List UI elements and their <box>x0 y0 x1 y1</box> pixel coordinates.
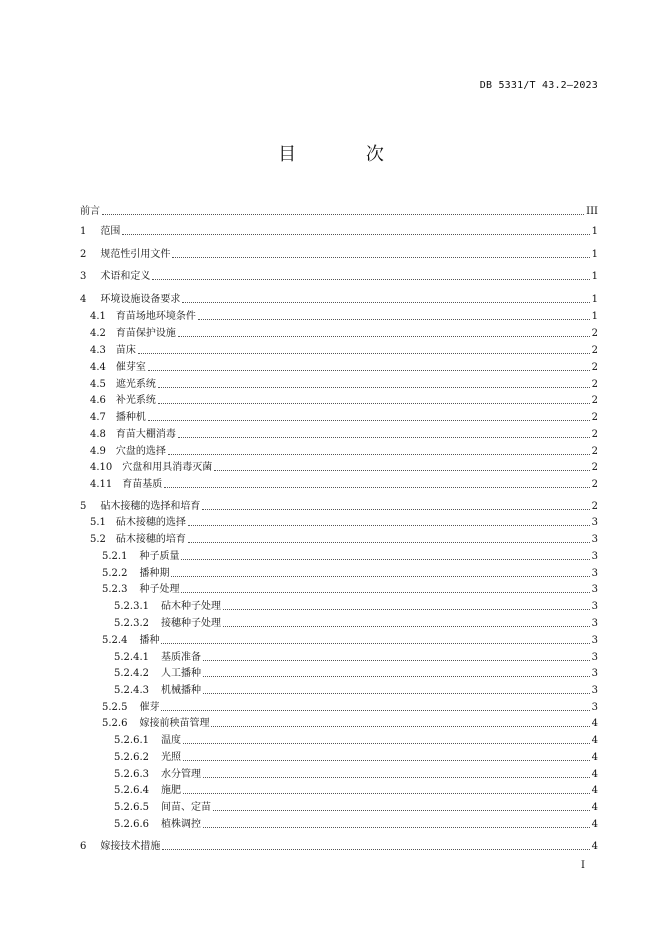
dot-leader <box>152 279 589 280</box>
toc-entry-page: 2 <box>591 362 598 373</box>
dot-leader <box>148 420 590 421</box>
dot-leader <box>203 827 590 828</box>
toc-entry[interactable] <box>80 391 598 407</box>
toc-entry-label: 种子质量 <box>139 551 180 562</box>
toc-entry[interactable] <box>80 765 598 781</box>
toc-entry-page: 3 <box>591 584 598 595</box>
toc-entry-number: 5.2.6.3 <box>114 769 149 780</box>
toc-entry-label: 催芽 <box>139 702 160 713</box>
toc-entry-number: 4.7 <box>90 412 106 423</box>
dot-leader <box>202 509 589 510</box>
toc-entry[interactable] <box>80 580 598 596</box>
toc-entry-number: 4.1 <box>90 311 106 322</box>
toc-entry-page: 2 <box>591 429 598 440</box>
toc-entry[interactable] <box>80 597 598 613</box>
toc-entry-number: 5.2.6.6 <box>114 819 149 830</box>
toc-entry-label: 补光系统 <box>115 395 156 406</box>
toc-entry-label: 环境设施设备要求 <box>100 294 181 305</box>
toc-entry-number: 5.2.4.2 <box>114 668 149 679</box>
toc-entry[interactable] <box>80 358 598 374</box>
dot-leader <box>161 643 589 644</box>
toc-entry-label: 植株调控 <box>161 819 201 830</box>
toc-entry[interactable] <box>80 547 598 563</box>
toc-entry[interactable] <box>80 202 598 218</box>
dot-leader <box>203 777 590 778</box>
toc-entry-page: III <box>586 206 598 217</box>
dot-leader <box>198 319 590 320</box>
toc-entry-label: 育苗基质 <box>122 479 163 490</box>
toc-entry-label: 前言 <box>80 206 100 217</box>
toc-entry-label: 种子处理 <box>139 584 180 595</box>
dot-leader <box>211 726 589 727</box>
toc-entry[interactable] <box>80 681 598 697</box>
toc-entry-label: 温度 <box>161 735 181 746</box>
toc-entry-number: 5.2.6 <box>102 718 128 729</box>
page-number: I <box>581 860 585 871</box>
toc-entry-label: 育苗保护设施 <box>115 328 176 339</box>
toc-entry-number: 5.2.6.1 <box>114 735 149 746</box>
toc-entry[interactable] <box>80 513 598 529</box>
toc-entry[interactable] <box>80 307 598 323</box>
toc-entry[interactable] <box>80 648 598 664</box>
toc-entry-page: 3 <box>591 635 598 646</box>
toc-entry-page: 3 <box>591 551 598 562</box>
toc-entry-page: 3 <box>591 652 598 663</box>
toc-entry-number: 5.2.4.1 <box>114 652 149 663</box>
page-title: 目 次 <box>278 144 416 165</box>
toc-entry-page: 3 <box>591 517 598 528</box>
dot-leader <box>203 676 590 677</box>
toc-entry[interactable] <box>80 614 598 630</box>
toc-entry-number: 4.2 <box>90 328 106 339</box>
toc-entry-page: 4 <box>591 841 598 852</box>
toc-entry-label: 人工播种 <box>161 668 201 679</box>
dot-leader <box>162 849 589 850</box>
dot-leader <box>158 387 590 388</box>
toc-entry[interactable] <box>80 425 598 441</box>
toc-entry[interactable] <box>80 798 598 814</box>
toc-entry-number: 5.2.6.4 <box>114 785 149 796</box>
dot-leader <box>122 234 589 235</box>
toc-entry[interactable] <box>80 564 598 580</box>
toc-entry-label: 间苗、定苗 <box>161 802 211 813</box>
toc-entry-number: 5.2.2 <box>102 568 128 579</box>
dot-leader <box>223 626 590 627</box>
toc-entry[interactable] <box>80 530 598 546</box>
dot-leader <box>223 609 590 610</box>
toc-entry-label: 遮光系统 <box>115 379 156 390</box>
dot-leader <box>213 810 590 811</box>
toc-entry-page: 4 <box>591 735 598 746</box>
toc-entry-page: 4 <box>591 752 598 763</box>
dot-leader <box>188 525 590 526</box>
toc-entry-label: 施肥 <box>161 785 181 796</box>
document-code: DB 5331/T 43.2—2023 <box>479 80 598 91</box>
toc-entry-page: 2 <box>591 479 598 490</box>
toc-entry-number: 5.2.1 <box>102 551 128 562</box>
toc-entry-page: 3 <box>591 568 598 579</box>
toc-entry[interactable] <box>80 442 598 458</box>
toc-entry[interactable] <box>80 815 598 831</box>
toc-entry-page: 2 <box>591 501 598 512</box>
toc-entry-number: 4.5 <box>90 379 106 390</box>
toc-entry-number: 5.2.3.2 <box>114 618 149 629</box>
toc-entry-page: 3 <box>591 668 598 679</box>
toc-entry-number: 5 <box>80 501 87 512</box>
toc-entry-label: 基质准备 <box>161 652 201 663</box>
toc-entry[interactable] <box>80 497 598 513</box>
toc-entry-label: 砧木接穗的培育 <box>115 534 186 545</box>
dot-leader <box>171 576 589 577</box>
dot-leader <box>178 437 590 438</box>
toc-entry[interactable] <box>80 375 598 391</box>
toc-entry[interactable] <box>80 267 598 283</box>
toc-entry-number: 4.11 <box>90 479 113 490</box>
toc-entry[interactable] <box>80 245 598 261</box>
toc-entry[interactable] <box>80 698 598 714</box>
toc-entry-page: 3 <box>591 685 598 696</box>
toc-entry-number: 4.4 <box>90 362 106 373</box>
toc-entry-number: 4.8 <box>90 429 106 440</box>
toc-entry-label: 嫁接前秧苗管理 <box>139 718 210 729</box>
toc-entry-label: 接穗种子处理 <box>161 618 221 629</box>
dot-leader <box>181 559 589 560</box>
dot-leader <box>183 793 590 794</box>
toc-entry[interactable] <box>80 341 598 357</box>
toc-entry[interactable] <box>80 408 598 424</box>
dot-leader <box>102 214 584 215</box>
toc-entry-page: 2 <box>591 328 598 339</box>
dot-leader <box>168 454 590 455</box>
toc-entry[interactable] <box>80 458 598 474</box>
toc-entry-number: 4.10 <box>90 462 113 473</box>
toc-entry-label: 砧木接穗的选择和培育 <box>100 501 201 512</box>
toc-entry-label: 播种 <box>139 635 160 646</box>
dot-leader <box>158 403 590 404</box>
toc-entry-label: 水分管理 <box>161 769 201 780</box>
toc-entry-page: 1 <box>591 271 598 282</box>
toc-entry-page: 2 <box>591 462 598 473</box>
dot-leader <box>164 487 589 488</box>
toc-entry-label: 播种期 <box>139 568 170 579</box>
toc-entry-number: 4.3 <box>90 345 106 356</box>
dot-leader <box>148 370 590 371</box>
dot-leader <box>161 710 589 711</box>
toc-entry-page: 4 <box>591 769 598 780</box>
toc-entry-page: 2 <box>591 345 598 356</box>
toc-entry-label: 穴盘和用具消毒灭菌 <box>122 462 213 473</box>
toc-entry-label: 规范性引用文件 <box>100 249 171 260</box>
toc-entry-label: 穴盘的选择 <box>115 446 166 457</box>
toc-entry-number: 5.2.3 <box>102 584 128 595</box>
toc-entry-page: 2 <box>591 412 598 423</box>
toc-entry-number: 5.2.6.5 <box>114 802 149 813</box>
dot-leader <box>203 660 590 661</box>
toc-entry-number: 5.2.4 <box>102 635 128 646</box>
dot-leader <box>188 542 590 543</box>
toc-entry-number: 3 <box>80 271 87 282</box>
toc-entry-page: 2 <box>591 446 598 457</box>
toc-entry-number: 4.9 <box>90 446 106 457</box>
toc-entry-page: 1 <box>591 249 598 260</box>
toc-entry[interactable] <box>80 731 598 747</box>
dot-leader <box>214 470 589 471</box>
dot-leader <box>183 743 590 744</box>
toc-entry-number: 5.2.4.3 <box>114 685 149 696</box>
toc-entry[interactable] <box>80 664 598 680</box>
toc-entry-number: 5.2.6.2 <box>114 752 149 763</box>
toc-entry-page: 4 <box>591 802 598 813</box>
toc-entry-page: 4 <box>591 819 598 830</box>
toc-entry-page: 2 <box>591 395 598 406</box>
toc-entry[interactable] <box>80 781 598 797</box>
toc-entry-page: 4 <box>591 718 598 729</box>
dot-leader <box>182 302 589 303</box>
toc-entry[interactable] <box>80 631 598 647</box>
toc-entry-label: 砧木种子处理 <box>161 601 221 612</box>
toc-entry-number: 6 <box>80 841 87 852</box>
toc-entry-label: 范围 <box>100 226 121 237</box>
toc-entry[interactable] <box>80 748 598 764</box>
toc-entry-label: 嫁接技术措施 <box>100 841 161 852</box>
toc-entry-number: 1 <box>80 226 87 237</box>
toc-entry-label: 苗床 <box>115 345 136 356</box>
dot-leader <box>138 353 590 354</box>
toc-entry-number: 5.2.5 <box>102 702 128 713</box>
toc-entry[interactable] <box>80 290 598 306</box>
toc-entry-number: 5.2 <box>90 534 106 545</box>
toc-entry-label: 机械播种 <box>161 685 201 696</box>
toc-entry[interactable] <box>80 714 598 730</box>
toc-entry-number: 2 <box>80 249 87 260</box>
toc-entry-page: 2 <box>591 379 598 390</box>
toc-entry-page: 3 <box>591 534 598 545</box>
toc-entry-page: 4 <box>591 785 598 796</box>
toc-entry-page: 1 <box>591 226 598 237</box>
toc-entry-page: 3 <box>591 601 598 612</box>
toc-entry-number: 4.6 <box>90 395 106 406</box>
toc-entry-page: 1 <box>591 311 598 322</box>
toc-entry[interactable] <box>80 222 598 238</box>
toc-entry-label: 播种机 <box>115 412 146 423</box>
toc-entry-label: 光照 <box>161 752 181 763</box>
dot-leader <box>181 592 589 593</box>
toc-entry-label: 育苗场地环境条件 <box>115 311 196 322</box>
toc-entry-label: 育苗大棚消毒 <box>115 429 176 440</box>
toc-entry-page: 3 <box>591 618 598 629</box>
toc-entry-page: 1 <box>591 294 598 305</box>
dot-leader <box>183 760 590 761</box>
toc-entry-label: 术语和定义 <box>100 271 151 282</box>
toc-entry-number: 5.2.3.1 <box>114 601 149 612</box>
toc-entry-page: 3 <box>591 702 598 713</box>
dot-leader <box>178 336 590 337</box>
toc-entry[interactable] <box>80 475 598 491</box>
dot-leader <box>172 257 589 258</box>
toc-entry-label: 催芽室 <box>115 362 146 373</box>
toc-entry-number: 5.1 <box>90 517 106 528</box>
toc-entry[interactable] <box>80 837 598 853</box>
toc-entry-number: 4 <box>80 294 87 305</box>
dot-leader <box>203 693 590 694</box>
toc-entry-label: 砧木接穗的选择 <box>115 517 186 528</box>
toc-entry[interactable] <box>80 324 598 340</box>
